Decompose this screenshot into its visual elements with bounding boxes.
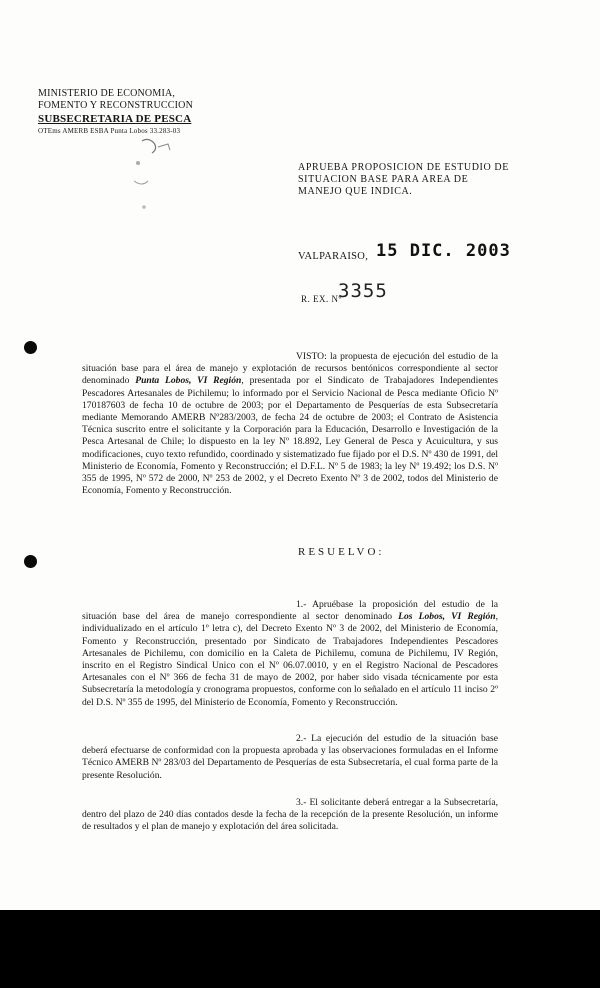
- scan-border: [0, 910, 600, 988]
- ministry-name: MINISTERIO DE ECONOMIA,: [38, 88, 176, 99]
- ministry-name-cont: FOMENTO Y RECONSTRUCCION: [38, 100, 194, 111]
- resolution-item-2: 2.- La ejecución del estudio de la situación base deberá efectuarse de conformidad con la propuesta aprobada y las observaciones formuladas en el Informe Técnico AMERB Nº 283/03 del Departamento de Pesquerías de esta Subsecretaría, el cual forma parte de la presente Resolución.: [82, 733, 498, 781]
- resuelvo-heading: RESUELVO:: [298, 546, 385, 558]
- resolution-item-3: 3.- El solicitante deberá entregar a la Subsecretaría, dentro del plazo de 240 días contados desde la fecha de la recepción de la presente Resolución, un informe de resultados y el plan de manejo y explotación del área solicitada.: [82, 797, 498, 833]
- resolution-number: 3355: [338, 280, 388, 302]
- ink-stamp-mark: [130, 133, 190, 223]
- resolution-label: R. EX. Nº: [301, 294, 342, 304]
- subsecretaria-name: SUBSECRETARIA DE PESCA: [38, 113, 192, 125]
- reference-code: OTEms AMERB ESBA Punta Lobos 33.283-03: [38, 127, 181, 135]
- binder-hole: [24, 555, 37, 568]
- date-stamp: 15 DIC. 2003: [376, 241, 511, 261]
- document-title: APRUEBA PROPOSICION DE ESTUDIO DE SITUACION BASE PARA AREA DE MANEJO QUE INDICA.: [298, 162, 509, 197]
- resolution-item-1: 1.- Apruébase la proposición del estudio de la situación base del área de manejo correspondiente al sector denominado Los Lobos, VI Región, individualizado en el artículo 1º letra c), del Decreto Exento Nº 3 de 2002, del Ministerio de Economía, Fomento y Reconstrucción, presentado por Sindicato de Trabajadores Independientes Pescadores Artesanales de Pichilemu, con domicilio en la Caleta de Pichilemu, comuna de Pichilemu, IV Región, inscrito en el Registro Sindical Unico con el Nº 06.07.0010, y en el Registro Nacional de Pescadores Artesanales con el Nº 366 de fecha 31 de mayo de 2002, por haber sido visada técnicamente por esta Subsecretaría la metodología y cronograma propuestos, conforme con lo señalado en el artículo 11 inciso 2º del D.S. Nº 355 de 1995, del Ministerio de Economía, Fomento y Reconstrucción.: [82, 599, 498, 708]
- visto-paragraph: VISTO: la propuesta de ejecución del estudio de la situación base para el área de manejo y explotación de recursos bentónicos correspondiente al sector denominado Punta Lobos, VI Región, presentada por el Sindicato de Trabajadores Independientes Pescadores Artesanales de Pichilemu; lo informado por el Servicio Nacional de Pesca mediante Oficio Nº 170187603 de fecha 10 de octubre de 2003; por el Departamento de Pesquerías de esta Subsecretaría mediante Memorando AMERB Nº283/2003, de fecha 24 de octubre de 2003; el Contrato de Asistencia Técnica suscrito entre el solicitante y la Corporación para la Educación, Desarrollo e Investigación de la Pesca Artesanal de Chile; lo dispuesto en la ley Nº 18.892, Ley General de Pesca y Acuicultura, y sus modificaciones, cuyo texto refundido, coordinado y sistematizado fue fijado por el D.S. Nº 430 de 1991, del Ministerio de Economía, Fomento y Reconstrucción; el D.F.L. Nº 5 de 1983; la ley Nº 19.492; los D.S. Nº 355 de 1995, Nº 572 de 2000, Nº 253 de 2002, y el Decreto Exento Nº 3 de 2002, todos del Ministerio de Economía, Fomento y Reconstrucción.: [82, 351, 498, 497]
- place-label: VALPARAISO,: [298, 251, 369, 262]
- binder-hole: [24, 341, 37, 354]
